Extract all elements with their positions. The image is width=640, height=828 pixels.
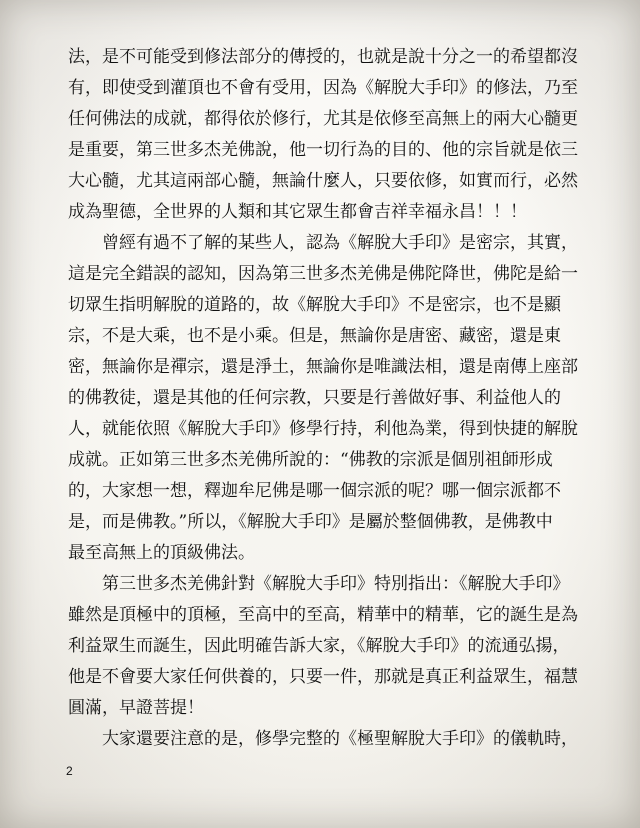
text-line: 他是不會要大家任何供養的，只要一件，那就是真正利益眾生，福慧 [68,667,578,687]
text-line: 這是完全錯誤的認知，因為第三世多杰羌佛是佛陀降世，佛陀是給一 [68,264,578,284]
text-line: 法，是不可能受到修法部分的傳授的，也就是說十分之一的希望都沒 [68,47,578,67]
text-line: 第三世多杰羌佛針對《解脫大手印》特別指出：《解脫大手印》 [68,574,570,594]
text-line: 是重要，第三世多杰羌佛說，他一切行為的目的、他的宗旨就是依三 [68,140,578,160]
text-line: 任何佛法的成就，都得依於修行，尤其是依修至高無上的兩大心髓更 [68,109,578,129]
text-line: 圓滿，早證菩提！ [68,698,204,718]
text-line: 大心髓，尤其這兩部心髓，無論什麼人，只要依修，如實而行，必然 [68,171,578,191]
text-line: 有，即使受到灌頂也不會有受用，因為《解脫大手印》的修法，乃至 [68,78,578,98]
page-number: 2 [66,764,73,778]
text-line: 切眾生指明解脫的道路的，故《解脫大手印》不是密宗，也不是顯 [68,295,561,315]
text-line: 最至高無上的頂級佛法。 [68,543,255,563]
body-text [68,42,580,755]
text-line: 成為聖德，全世界的人類和其它眾生都會吉祥幸福永昌！！！ [68,202,527,222]
text-line: 利益眾生而誕生，因此明確告訴大家，《解脫大手印》的流通弘揚， [68,636,570,656]
text-line: 大家還要注意的是，修學完整的《極聖解脫大手印》的儀軌時， [68,729,578,749]
text-line: 的，大家想一想，釋迦牟尼佛是哪一個宗派的呢？哪一個宗派都不 [68,481,561,501]
text-line: 是，而是佛教。”所以，《解脫大手印》是屬於整個佛教，是佛教中 [68,512,553,532]
text-line: 成就。正如第三世多杰羌佛所說的：“佛教的宗派是個別祖師形成 [68,450,553,470]
text-line: 密，無論你是禪宗，還是淨土，無論你是唯識法相，還是南傳上座部 [68,357,578,377]
text-line: 人，就能依照《解脫大手印》修學行持，利他為業，得到快捷的解脫 [68,419,578,439]
text-line: 雖然是頂極中的頂極，至高中的至高，精華中的精華，它的誕生是為 [68,605,578,625]
text-line: 宗，不是大乘，也不是小乘。但是，無論你是唐密、藏密，還是東 [68,326,561,346]
text-line: 曾經有過不了解的某些人，認為《解脫大手印》是密宗，其實， [68,233,578,253]
text-line: 的佛教徒，還是其他的任何宗教，只要是行善做好事、利益他人的 [68,388,561,408]
